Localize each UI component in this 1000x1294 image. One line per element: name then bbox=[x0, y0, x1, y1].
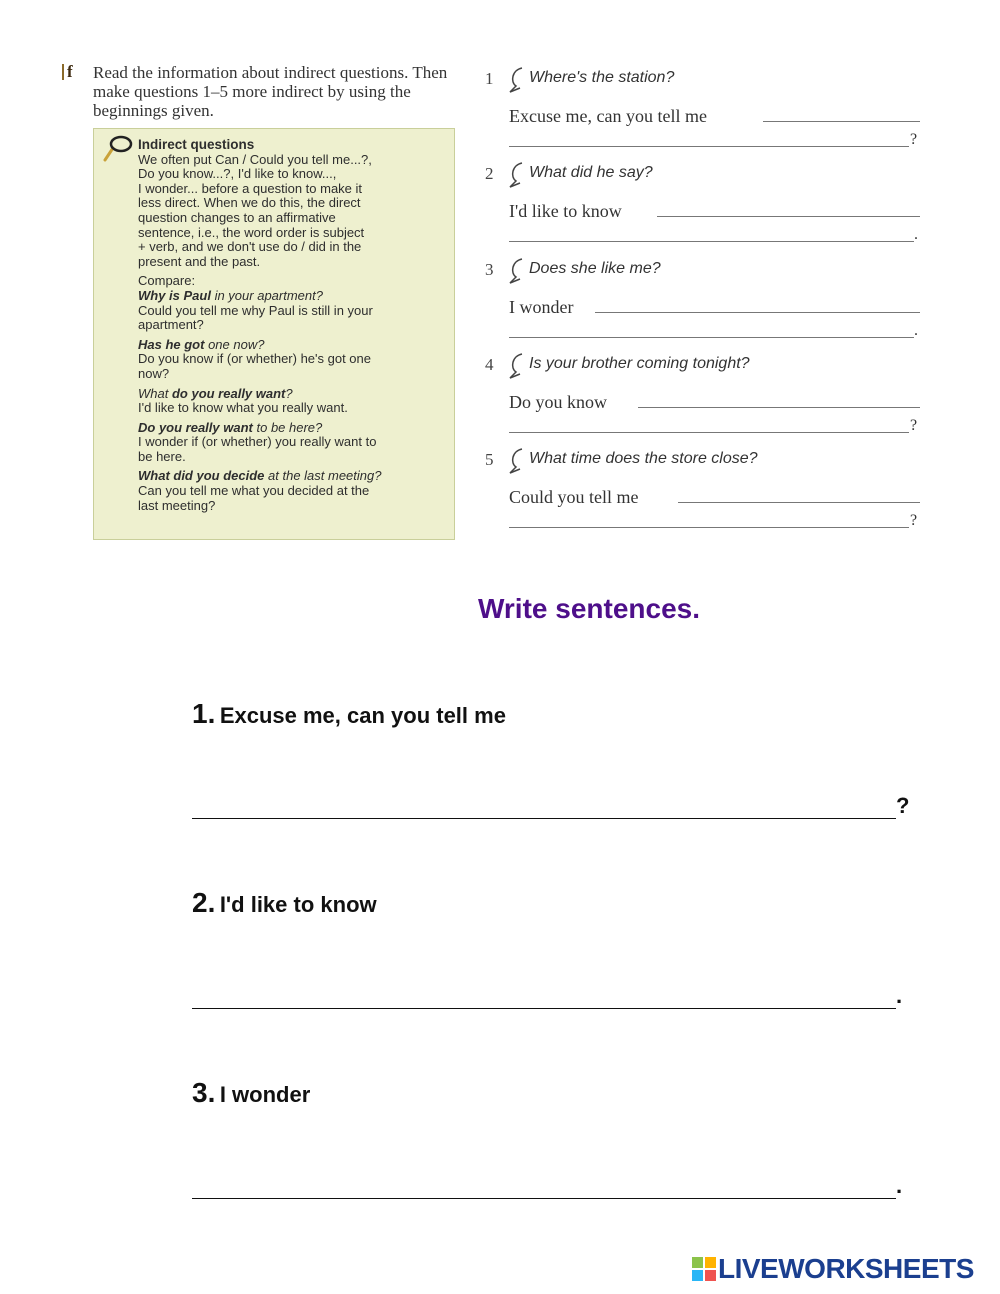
exercise-instruction: Read the information about indirect questions. Then make questions 1–5 more indirect by using the beginnings given. bbox=[93, 63, 448, 120]
question-stem: Could you tell me bbox=[509, 487, 639, 507]
answer-line bbox=[509, 432, 909, 433]
end-punctuation: ? bbox=[910, 417, 918, 434]
exercise-marker-bar bbox=[62, 64, 64, 80]
question-stem: Do you know bbox=[509, 392, 607, 412]
speech-bubble-icon bbox=[506, 161, 528, 189]
answer-line bbox=[638, 407, 920, 408]
intro-line: sentence, i.e., the word order is subject bbox=[138, 224, 365, 240]
answer-line bbox=[657, 216, 920, 217]
writing-item-number: 2. bbox=[192, 887, 216, 918]
end-punctuation: . bbox=[896, 1173, 903, 1198]
speech-bubble-icon bbox=[506, 257, 528, 285]
logo-mark-icon bbox=[692, 1257, 716, 1281]
writing-item bbox=[192, 887, 377, 919]
example-indirect: be here. bbox=[138, 448, 186, 464]
example-indirect: I wonder if (or whether) you really want to bbox=[138, 434, 377, 450]
writing-item-number: 1. bbox=[192, 698, 216, 729]
answer-line bbox=[595, 312, 920, 313]
answer-input-line[interactable] bbox=[192, 1008, 896, 1009]
question-text: Where's the station? bbox=[529, 69, 675, 86]
question-number: 4 bbox=[485, 355, 494, 374]
speech-bubble-icon bbox=[506, 66, 528, 94]
answer-line bbox=[509, 527, 909, 528]
example-direct: Has he got one now? bbox=[138, 336, 265, 352]
question-text: What time does the store close? bbox=[529, 450, 758, 467]
intro-line: Do you know...?, I'd like to know..., bbox=[138, 166, 337, 182]
logo-text: LIVEWORKSHEETS bbox=[718, 1253, 974, 1284]
answer-line bbox=[509, 146, 909, 147]
intro-line: I wonder... before a question to make it bbox=[138, 180, 363, 196]
writing-item-stem: Excuse me, can you tell me bbox=[219, 703, 506, 728]
end-punctuation: . bbox=[914, 322, 918, 339]
answer-line bbox=[509, 337, 914, 338]
intro-line: We often put Can / Could you tell me...?, bbox=[138, 151, 372, 167]
question-stem: Excuse me, can you tell me bbox=[509, 106, 707, 126]
example-direct: Why is Paul in your apartment? bbox=[138, 287, 323, 303]
exercise-letter: f bbox=[67, 62, 73, 81]
grammar-box-title: Indirect questions bbox=[138, 137, 255, 152]
question-text: Does she like me? bbox=[529, 260, 661, 277]
writing-item-stem: I'd like to know bbox=[219, 892, 377, 917]
intro-line: less direct. When we do this, the direct bbox=[138, 195, 361, 211]
example-indirect: apartment? bbox=[138, 317, 204, 333]
end-punctuation: ? bbox=[896, 793, 910, 818]
grammar-intro bbox=[138, 153, 452, 270]
answer-line bbox=[678, 502, 920, 503]
question-number: 2 bbox=[485, 164, 494, 183]
speech-bubble-icon bbox=[506, 352, 528, 380]
grammar-box-content bbox=[138, 138, 452, 513]
writing-item-stem: I wonder bbox=[219, 1082, 311, 1107]
liveworksheets-logo bbox=[692, 1254, 974, 1284]
writing-item bbox=[192, 1077, 310, 1109]
answer-line bbox=[763, 121, 920, 122]
question-text: What did he say? bbox=[529, 164, 653, 181]
answer-input-line[interactable] bbox=[192, 818, 896, 819]
example-indirect: now? bbox=[138, 365, 170, 381]
example-indirect: Do you know if (or whether) he's got one bbox=[138, 351, 371, 367]
writing-item-number: 3. bbox=[192, 1077, 216, 1108]
end-punctuation: . bbox=[914, 226, 918, 243]
answer-input-line[interactable] bbox=[192, 1198, 896, 1199]
intro-line: question changes to an affirmative bbox=[138, 209, 336, 225]
example-direct: What do you really want? bbox=[138, 385, 293, 401]
example-indirect: last meeting? bbox=[138, 497, 216, 513]
question-stem: I'd like to know bbox=[509, 201, 622, 221]
intro-line: + verb, and we don't use do / did in the bbox=[138, 239, 362, 255]
example-direct: What did you decide at the last meeting? bbox=[138, 468, 382, 484]
answer-line bbox=[509, 241, 914, 242]
end-punctuation: ? bbox=[910, 512, 918, 529]
writing-heading: Write sentences. bbox=[477, 593, 701, 624]
end-punctuation: ? bbox=[910, 131, 918, 148]
compare-label: Compare: bbox=[138, 273, 196, 289]
end-punctuation: . bbox=[896, 983, 903, 1008]
writing-item bbox=[192, 698, 506, 730]
magnifier-icon bbox=[101, 134, 135, 164]
example-indirect: Can you tell me what you decided at the bbox=[138, 483, 370, 499]
question-number: 5 bbox=[485, 450, 494, 469]
question-stem: I wonder bbox=[509, 297, 574, 317]
question-text: Is your brother coming tonight? bbox=[529, 355, 750, 372]
question-number: 3 bbox=[485, 260, 494, 279]
intro-line: present and the past. bbox=[138, 253, 261, 269]
example-direct: Do you really want to be here? bbox=[138, 419, 323, 435]
example-indirect: I'd like to know what you really want. bbox=[138, 400, 348, 416]
question-number: 1 bbox=[485, 69, 494, 88]
example-indirect: Could you tell me why Paul is still in your bbox=[138, 302, 373, 318]
speech-bubble-icon bbox=[506, 447, 528, 475]
